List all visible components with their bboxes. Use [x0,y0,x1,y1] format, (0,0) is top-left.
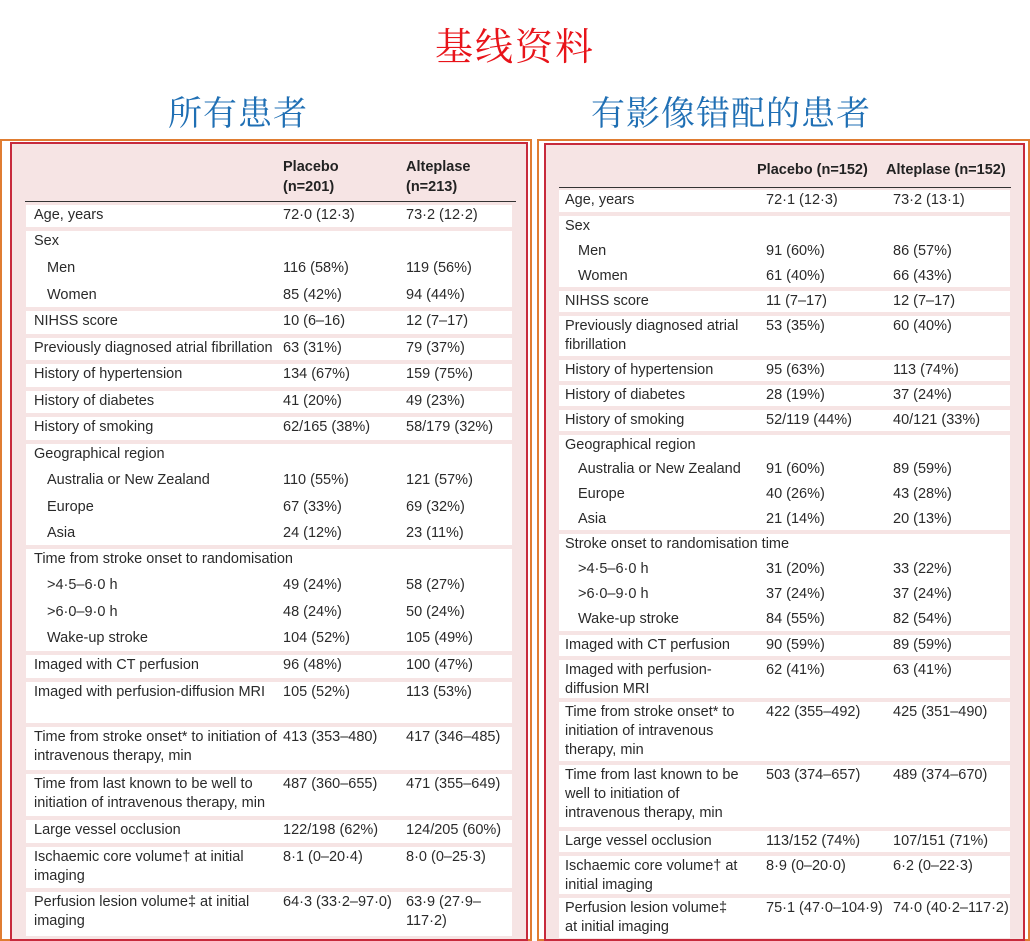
row-value-placebo: 91 (60%) [766,243,825,259]
row-label: Asia [47,525,76,541]
row-label: Time from last known to be well to initiation of intravenous therapy, min [565,767,739,821]
row-value-placebo: 31 (20%) [766,561,825,577]
row-value-placebo: 134 (67%) [283,366,350,382]
row-value-alteplase: 425 (351–490) [893,704,988,720]
table-row-4-5-6-0-h [546,557,1023,582]
table-row-imaged-with-perfusion-diffusion-mri [546,658,1023,700]
row-value-alteplase: 37 (24%) [893,387,952,403]
table-row-australia-or-new-zealand [12,468,526,495]
row-value-placebo: 28 (19%) [766,387,825,403]
row-value-placebo: 72·1 (12·3) [766,192,838,208]
row-value-alteplase: 58/179 (32%) [406,419,494,435]
row-value-placebo: 24 (12%) [283,525,342,541]
row-value-placebo: 104 (52%) [283,630,350,646]
table-row-time-from-stroke-onset-to-randomisation [12,547,526,573]
table-row-history-of-hypertension [546,358,1023,383]
table-row-perfusion-lesion-volume-at-initial-imaging [12,890,526,938]
row-value-placebo: 105 (52%) [283,684,350,700]
row-value-placebo: 95 (63%) [766,362,825,378]
table-row-men [546,239,1023,264]
row-label: Age, years [565,192,635,208]
table-row-women [12,283,526,309]
row-label: Australia or New Zealand [47,472,210,488]
row-label: Age, years [34,207,104,223]
row-label: History of hypertension [34,366,183,382]
row-value-placebo: 413 (353–480) [283,729,378,745]
row-value-alteplase: 121 (57%) [406,472,473,488]
row-value-alteplase: 8·0 (0–25·3) [406,849,486,865]
row-value-placebo: 48 (24%) [283,604,342,620]
row-label: Previously diagnosed atrial fibrillation [34,340,273,356]
row-value-placebo: 53 (35%) [766,318,825,334]
row-label: History of smoking [565,412,685,428]
row-value-placebo: 72·0 (12·3) [283,207,355,223]
table-row-geographical-region [12,442,526,468]
row-value-alteplase: 33 (22%) [893,561,952,577]
table-row-time-from-stroke-onset-to-initiation-of-intravenous-therapy-min [546,700,1023,763]
header-rule [25,201,516,202]
table-row-age-years [546,188,1023,214]
header-placebo: Placebo (n=152) [757,162,868,178]
row-label: NIHSS score [34,313,118,329]
row-value-placebo: 40 (26%) [766,486,825,502]
table-row-sex [546,214,1023,239]
row-value-alteplase: 124/205 (60%) [406,822,502,838]
row-label: >4·5–6·0 h [47,577,118,593]
row-value-alteplase: 23 (11%) [406,525,464,541]
row-label: Large vessel occlusion [565,833,712,849]
left-heading: 所有患者 [168,94,308,134]
header-placebo: Placebo (n=201) [283,159,339,195]
table-row-history-of-hypertension [12,362,526,389]
row-value-alteplase: 20 (13%) [893,511,952,527]
table-row-time-from-last-known-to-be-well-to-initiation-of-intravenous-therapy-min [12,772,526,818]
row-label: Sex [565,218,590,234]
row-value-placebo: 37 (24%) [766,586,825,602]
table-row-women [546,264,1023,289]
table-row-nihss-score [546,289,1023,314]
table-row-men [12,256,526,283]
row-value-placebo: 11 (7–17) [766,293,827,309]
row-value-placebo: 84 (55%) [766,611,825,627]
row-label: Wake-up stroke [47,630,148,646]
row-value-placebo: 503 (374–657) [766,767,861,783]
table-row-history-of-diabetes [12,389,526,415]
row-value-alteplase: 113 (74%) [893,362,959,378]
table-row-asia [12,521,526,547]
table-row-imaged-with-ct-perfusion [12,653,526,680]
row-value-placebo: 91 (60%) [766,461,825,477]
row-label: History of diabetes [34,393,155,409]
row-value-alteplase: 113 (53%) [406,684,472,700]
row-label: Perfusion lesion volume‡ at initial imaging [34,894,250,929]
row-label: Australia or New Zealand [578,461,741,477]
row-label: Stroke onset to randomisation time [565,536,790,552]
row-label: Europe [578,486,625,502]
row-label: Women [578,268,628,284]
row-value-placebo: 487 (360–655) [283,776,378,792]
row-label: Ischaemic core volume† at initial imaging [565,858,738,893]
row-value-alteplase: 489 (374–670) [893,767,988,783]
main-title: 基线资料 [434,25,595,69]
row-value-alteplase: 73·2 (13·1) [893,192,965,208]
table-row-large-vessel-occlusion [12,818,526,845]
row-value-alteplase: 79 (37%) [406,340,465,356]
row-value-alteplase: 69 (32%) [406,499,465,515]
row-value-alteplase: 63 (41%) [893,662,952,678]
row-label: Imaged with perfusion-diffusion MRI [34,684,266,700]
row-value-alteplase: 107/151 (71%) [893,833,989,849]
row-value-alteplase: 37 (24%) [893,586,952,602]
row-label: >6·0–9·0 h [47,604,118,620]
row-label: Time from stroke onset to randomisation [34,551,293,567]
row-label: Europe [47,499,94,515]
row-label: >6·0–9·0 h [578,586,649,602]
table-row-history-of-smoking [546,408,1023,433]
row-value-placebo: 116 (58%) [283,260,349,276]
row-value-placebo: 96 (48%) [283,657,342,673]
table-row-time-from-last-known-to-be-well-to-initiation-of-intravenous-therapy-min [546,763,1023,829]
row-value-alteplase: 63·9 (27·9–117·2) [406,894,481,929]
row-label: NIHSS score [565,293,649,309]
row-label: Women [47,287,97,303]
row-value-placebo: 10 (6–16) [283,313,346,329]
table-row-asia [546,507,1023,532]
row-value-alteplase: 74·0 (40·2–117·2) [893,900,1009,916]
row-label: Time from stroke onset* to initiation of intravenous therapy, min [565,704,735,758]
table-row-geographical-region [546,433,1023,457]
row-value-placebo: 52/119 (44%) [766,412,852,428]
row-label: >4·5–6·0 h [578,561,649,577]
row-value-alteplase: 82 (54%) [893,611,952,627]
row-value-alteplase: 105 (49%) [406,630,473,646]
row-value-alteplase: 58 (27%) [406,577,465,593]
row-label: Geographical region [34,446,165,462]
row-label: Large vessel occlusion [34,822,181,838]
table-row-history-of-diabetes [546,383,1023,408]
table-row-imaged-with-perfusion-diffusion-mri [12,680,526,725]
row-value-alteplase: 12 (7–17) [406,313,469,329]
table-row-ischaemic-core-volume-at-initial-imaging [546,854,1023,896]
table-row-6-0-9-0-h [12,600,526,626]
row-value-placebo: 90 (59%) [766,637,825,653]
row-label: Imaged with perfusion-diffusion MRI [565,662,712,697]
row-value-alteplase: 66 (43%) [893,268,952,284]
table-row-previously-diagnosed-atrial-fibrillation [12,336,526,362]
row-value-alteplase: 6·2 (0–22·3) [893,858,973,874]
header-alteplase: Alteplase (n=152) [886,162,1006,178]
row-value-placebo: 75·1 (47·0–104·9) [766,900,883,916]
row-value-placebo: 64·3 (33·2–97·0) [283,894,392,910]
table-row-6-0-9-0-h [546,582,1023,607]
table-row-large-vessel-occlusion [546,829,1023,854]
row-value-alteplase: 471 (355–649) [406,776,501,792]
table-row-ischaemic-core-volume-at-initial-imaging [12,845,526,890]
row-value-alteplase: 417 (346–485) [406,729,501,745]
row-label: Ischaemic core volume† at initial imaging [34,849,244,884]
row-value-placebo: 85 (42%) [283,287,342,303]
all-patients-table [10,142,528,941]
row-value-alteplase: 159 (75%) [406,366,473,382]
table-row-4-5-6-0-h [12,573,526,600]
row-label: Men [578,243,607,259]
mismatch-patients-table [544,143,1025,941]
row-value-placebo: 21 (14%) [766,511,825,527]
row-label: History of diabetes [565,387,686,403]
table-row-wake-up-stroke [546,607,1023,633]
table-row-history-of-smoking [12,415,526,442]
row-value-alteplase: 89 (59%) [893,461,952,477]
row-label: Time from last known to be well to initiation of intravenous therapy, min [34,776,266,811]
table-row-wake-up-stroke [12,626,526,653]
row-value-alteplase: 49 (23%) [406,393,465,409]
row-value-alteplase: 86 (57%) [893,243,952,259]
table-row-australia-or-new-zealand [546,457,1023,482]
table-row-sex [12,229,526,256]
row-label: Geographical region [565,437,696,453]
row-value-placebo: 113/152 (74%) [766,833,861,849]
row-value-placebo: 110 (55%) [283,472,349,488]
row-value-placebo: 62/165 (38%) [283,419,371,435]
row-value-alteplase: 60 (40%) [893,318,952,334]
row-value-placebo: 61 (40%) [766,268,825,284]
row-value-placebo: 8·9 (0–20·0) [766,858,846,874]
row-value-placebo: 41 (20%) [283,393,342,409]
row-label: Time from stroke onset* to initiation of intravenous therapy, min [34,729,277,764]
row-value-placebo: 67 (33%) [283,499,342,515]
header-alteplase: Alteplase (n=213) [406,159,471,195]
row-value-placebo: 422 (355–492) [766,704,861,720]
row-value-placebo: 49 (24%) [283,577,342,593]
table-row-nihss-score [12,309,526,336]
table-row-previously-diagnosed-atrial-fibrillation [546,314,1023,358]
row-label: History of hypertension [565,362,714,378]
table-row-time-from-stroke-onset-to-initiation-of-intravenous-therapy-min [12,725,526,772]
table-row-perfusion-lesion-volume-at-initial-imaging [546,896,1023,940]
row-label: History of smoking [34,419,154,435]
table-row-age-years [12,203,526,229]
row-value-alteplase: 100 (47%) [406,657,473,673]
row-value-placebo: 122/198 (62%) [283,822,379,838]
row-value-alteplase: 89 (59%) [893,637,952,653]
table-row-imaged-with-ct-perfusion [546,633,1023,658]
row-label: Men [47,260,76,276]
row-value-alteplase: 94 (44%) [406,287,465,303]
row-value-alteplase: 73·2 (12·2) [406,207,478,223]
table-row-europe [12,495,526,521]
table-row-europe [546,482,1023,507]
row-value-alteplase: 12 (7–17) [893,293,956,309]
row-value-alteplase: 119 (56%) [406,260,472,276]
right-heading: 有影像错配的患者 [591,94,871,134]
row-label: Wake-up stroke [578,611,679,627]
row-label: Perfusion lesion volume‡ at initial imaging [565,900,728,935]
row-value-alteplase: 50 (24%) [406,604,465,620]
row-value-alteplase: 43 (28%) [893,486,952,502]
row-label: Imaged with CT perfusion [565,637,730,653]
row-value-placebo: 8·1 (0–20·4) [283,849,363,865]
row-value-placebo: 62 (41%) [766,662,825,678]
row-label: Sex [34,233,59,249]
table-row-stroke-onset-to-randomisation-time [546,532,1023,557]
row-value-placebo: 63 (31%) [283,340,342,356]
row-label: Previously diagnosed atrial fibrillation [565,318,739,353]
row-label: Imaged with CT perfusion [34,657,199,673]
row-value-alteplase: 40/121 (33%) [893,412,981,428]
row-label: Asia [578,511,607,527]
